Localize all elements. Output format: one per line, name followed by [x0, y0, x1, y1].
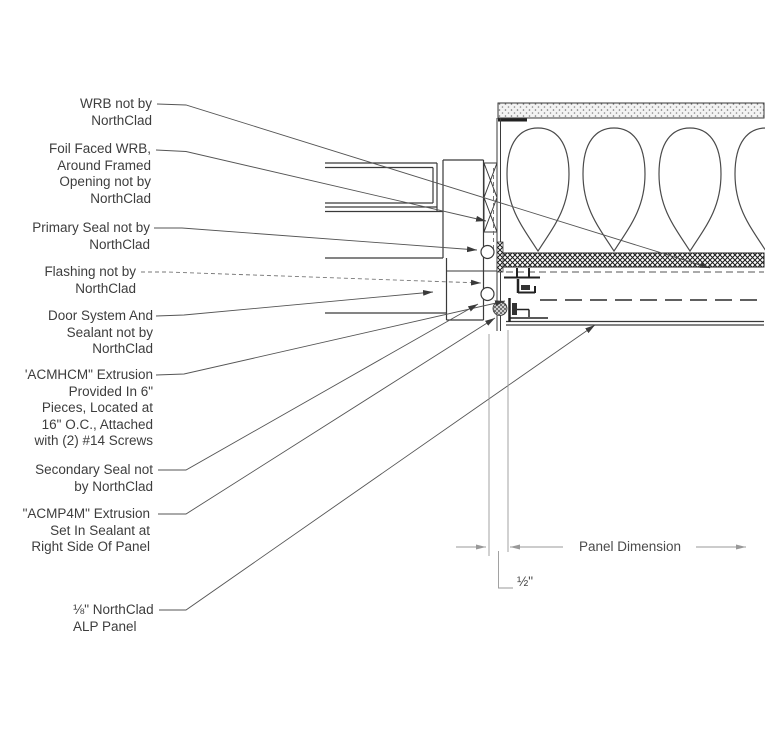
half-inch-label: ½": [517, 574, 534, 589]
door-leaf: [325, 163, 443, 212]
primary-seal-circle: [481, 246, 494, 259]
leader-acmhcm: [156, 301, 505, 375]
callout-flashing: Flashing not by NorthClad: [44, 264, 136, 296]
wrb-crosshatch-band: [501, 253, 764, 267]
leader-flashing: [141, 272, 481, 283]
acmp4m-extrusion-profile: [509, 298, 548, 322]
shim-blocking-x: [484, 163, 497, 250]
leader-alp-panel: [159, 325, 595, 610]
callout-alp-panel: ⅛" NorthClad ALP Panel: [73, 602, 154, 634]
callout-wrb: WRB not by NorthClad: [79, 96, 152, 128]
leader-secondary: [158, 304, 478, 470]
callout-door-system: Door System And Sealant not by NorthClad: [47, 308, 153, 356]
callout-primary-seal: Primary Seal not by NorthClad: [32, 220, 150, 252]
sheathing-band: [498, 103, 764, 120]
leader-acmp4m: [158, 318, 495, 514]
wall-assembly: [497, 103, 765, 331]
callout-acmhcm-extrusion: 'ACMHCM" Extrusion Provided In 6" Pieces, Located at 16" O.C., Attached with (2) #14 Screws: [24, 367, 153, 448]
insulation-batt: [500, 120, 765, 253]
callout-secondary-seal: Secondary Seal not by NorthClad: [35, 462, 153, 494]
panel-dimension-label: Panel Dimension: [578, 539, 682, 554]
foil-wrb-wrap: [497, 242, 503, 272]
alp-panel-face-lines: [506, 322, 764, 326]
leader-primary: [154, 228, 477, 250]
dim-half-leader: [499, 551, 514, 588]
callout-foil-wrb: Foil Faced WRB, Around Framed Opening not by NorthClad: [48, 141, 151, 206]
secondary-seal-circle: [481, 288, 494, 301]
callout-acmp4m-extrusion: "ACMP4M" Extrusion Set In Sealant at Right Side Of Panel: [22, 506, 150, 554]
wall-edge-line: [497, 118, 501, 331]
